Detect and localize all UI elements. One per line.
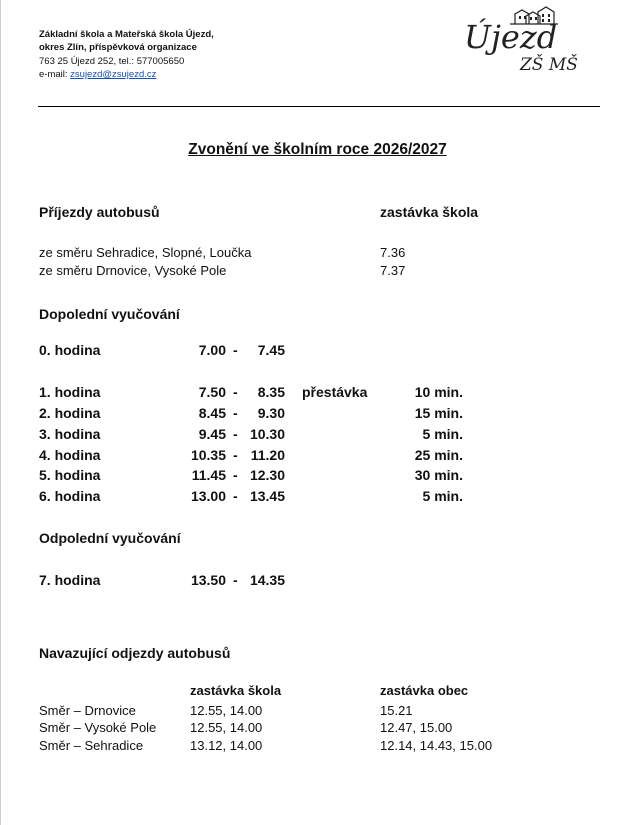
email-label: e-mail: xyxy=(39,68,71,80)
school-region: okres Zlín, příspěvková organizace xyxy=(39,42,197,54)
lesson-end: 9.30 xyxy=(257,405,285,421)
arrivals-heading: Příjezdy autobusů xyxy=(39,204,160,220)
break-duration: 10 min. xyxy=(414,384,463,400)
break-duration: 5 min. xyxy=(422,426,463,442)
lesson-start: 9.45 xyxy=(198,426,226,442)
lesson-start: 11.45 xyxy=(191,467,226,483)
departure-village-times: 12.14, 14.43, 15.00 xyxy=(380,738,493,753)
departure-village-times: 12.47, 15.00 xyxy=(380,720,453,735)
break-duration: 15 min. xyxy=(414,405,463,421)
lesson-name: 2. hodina xyxy=(39,405,101,421)
lesson-start: 7.00 xyxy=(198,342,226,358)
departure-direction: Směr – Sehradice xyxy=(39,738,144,753)
email-link[interactable]: zsujezd@zsujezd.cz xyxy=(70,68,157,80)
col-school-stop: zastávka škola xyxy=(190,683,282,698)
departure-school-times: 12.55, 14.00 xyxy=(190,720,263,735)
lesson-end: 13.45 xyxy=(249,488,285,504)
lesson-name: 3. hodina xyxy=(39,426,101,442)
lesson-start: 13.50 xyxy=(190,572,226,588)
header-divider xyxy=(38,106,600,107)
lesson-start: 8.45 xyxy=(198,405,226,421)
page-edge xyxy=(0,0,1,825)
lesson-name: 6. hodina xyxy=(39,488,101,504)
departure-village-times: 15.21 xyxy=(380,703,413,718)
lesson-sep: - xyxy=(233,384,238,400)
arrival-from: ze směru Sehradice, Slopné, Loučka xyxy=(39,245,252,260)
lesson-sep: - xyxy=(233,488,238,504)
arrivals-stop-heading: zastávka škola xyxy=(380,204,479,220)
logo-text-bottom: ZŠ MŠ xyxy=(520,55,578,75)
lesson-start: 10.35 xyxy=(190,447,226,463)
break-label: přestávka xyxy=(302,384,368,400)
col-village-stop: zastávka obec xyxy=(380,683,469,698)
departure-school-times: 12.55, 14.00 xyxy=(190,703,263,718)
lesson-name: 4. hodina xyxy=(39,447,101,463)
page-title: Zvonění ve školním roce 2026/2027 xyxy=(188,141,447,158)
morning-heading: Dopolední vyučování xyxy=(39,306,180,322)
lesson-sep: - xyxy=(233,405,238,421)
arrival-time: 7.36 xyxy=(380,245,406,260)
break-duration: 25 min. xyxy=(414,447,463,463)
lesson-start: 7.50 xyxy=(198,384,226,400)
lesson-name: 0. hodina xyxy=(39,342,101,358)
logo-text-top: Újezd xyxy=(464,18,558,56)
lesson-end: 8.35 xyxy=(257,384,285,400)
school-header xyxy=(39,28,214,81)
departures-heading: Navazující odjezdy autobusů xyxy=(39,645,231,661)
lesson-start: 13.00 xyxy=(190,488,226,504)
departure-school-times: 13.12, 14.00 xyxy=(190,738,263,753)
departure-direction: Směr – Vysoké Pole xyxy=(39,720,157,735)
school-logo xyxy=(460,2,580,82)
afternoon-heading: Odpolední vyučování xyxy=(39,530,181,546)
lesson-sep: - xyxy=(233,447,238,463)
lesson-sep: - xyxy=(233,467,238,483)
lesson-name: 1. hodina xyxy=(39,384,101,400)
lesson-end: 7.45 xyxy=(257,342,285,358)
school-address: 763 25 Újezd 252, tel.: 577005650 xyxy=(39,55,185,67)
departure-direction: Směr – Drnovice xyxy=(39,703,136,718)
arrival-time: 7.37 xyxy=(380,263,406,278)
lesson-end: 11.20 xyxy=(250,447,285,463)
school-name: Základní škola a Mateřská škola Újezd, xyxy=(39,29,214,40)
lesson-end: 12.30 xyxy=(249,467,285,483)
lesson-name: 5. hodina xyxy=(39,467,101,483)
lesson-name: 7. hodina xyxy=(39,572,101,588)
lesson-end: 10.30 xyxy=(249,426,285,442)
lesson-sep: - xyxy=(233,426,238,442)
lesson-sep: - xyxy=(233,572,238,588)
lesson-end: 14.35 xyxy=(249,572,285,588)
break-duration: 5 min. xyxy=(422,488,463,504)
arrival-from: ze směru Drnovice, Vysoké Pole xyxy=(39,263,227,278)
school-email-line xyxy=(39,68,214,81)
break-duration: 30 min. xyxy=(414,467,463,483)
lesson-sep: - xyxy=(233,342,238,358)
